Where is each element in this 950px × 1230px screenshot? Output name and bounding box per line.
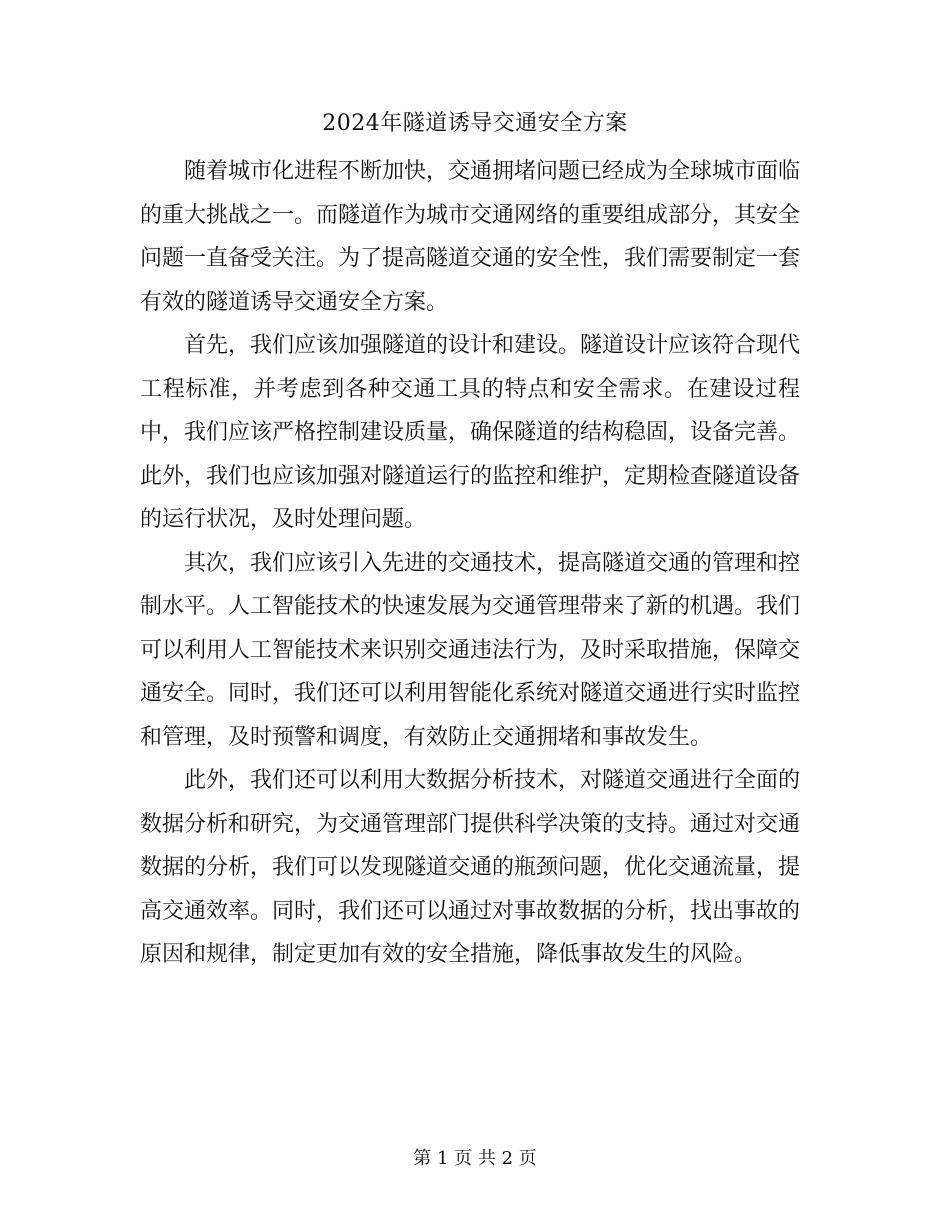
document-body — [140, 150, 800, 977]
paragraph-big-data: 此外，我们还可以利用大数据分析技术，对隧道交通进行全面的数据分析和研究，为交通管理部门提供科学决策的支持。通过对交通数据的分析，我们可以发现隧道交通的瓶颈问题，优化交通流量，提高交通效率。同时，我们还可以通过对事故数据的分析，找出事故的原因和规律，制定更加有效的安全措施，降低事故发生的风险。 — [140, 768, 801, 967]
paragraph-technology: 其次，我们应该引入先进的交通技术，提高隧道交通的管理和控制水平。人工智能技术的快速发展为交通管理带来了新的机遇。我们可以利用人工智能技术来识别交通违法行为，及时采取措施，保障交通安全。同时，我们还可以利用智能化系统对隧道交通进行实时监控和管理，及时预警和调度，有效防止交通拥堵和事故发生。 — [140, 550, 801, 750]
document-title: 2024年隧道诱导交通安全方案 — [322, 111, 628, 136]
page-footer: 第 1 页 共 2 页 — [413, 1148, 537, 1169]
paragraph-intro: 随着城市化进程不断加快，交通拥堵问题已经成为全球城市面临的重大挑战之一。而隧道作为城市交通网络的重要组成部分，其安全问题一直备受关注。为了提高隧道交通的安全性，我们需要制定一套有效的隧道诱导交通安全方案。 — [140, 159, 801, 315]
paragraph-design: 首先，我们应该加强隧道的设计和建设。隧道设计应该符合现代工程标准，并考虑到各种交通工具的特点和安全需求。在建设过程中，我们应该严格控制建设质量，确保隧道的结构稳固，设备完善。此外，我们也应该加强对隧道运行的监控和维护，定期检查隧道设备的运行状况，及时处理问题。 — [140, 333, 801, 532]
